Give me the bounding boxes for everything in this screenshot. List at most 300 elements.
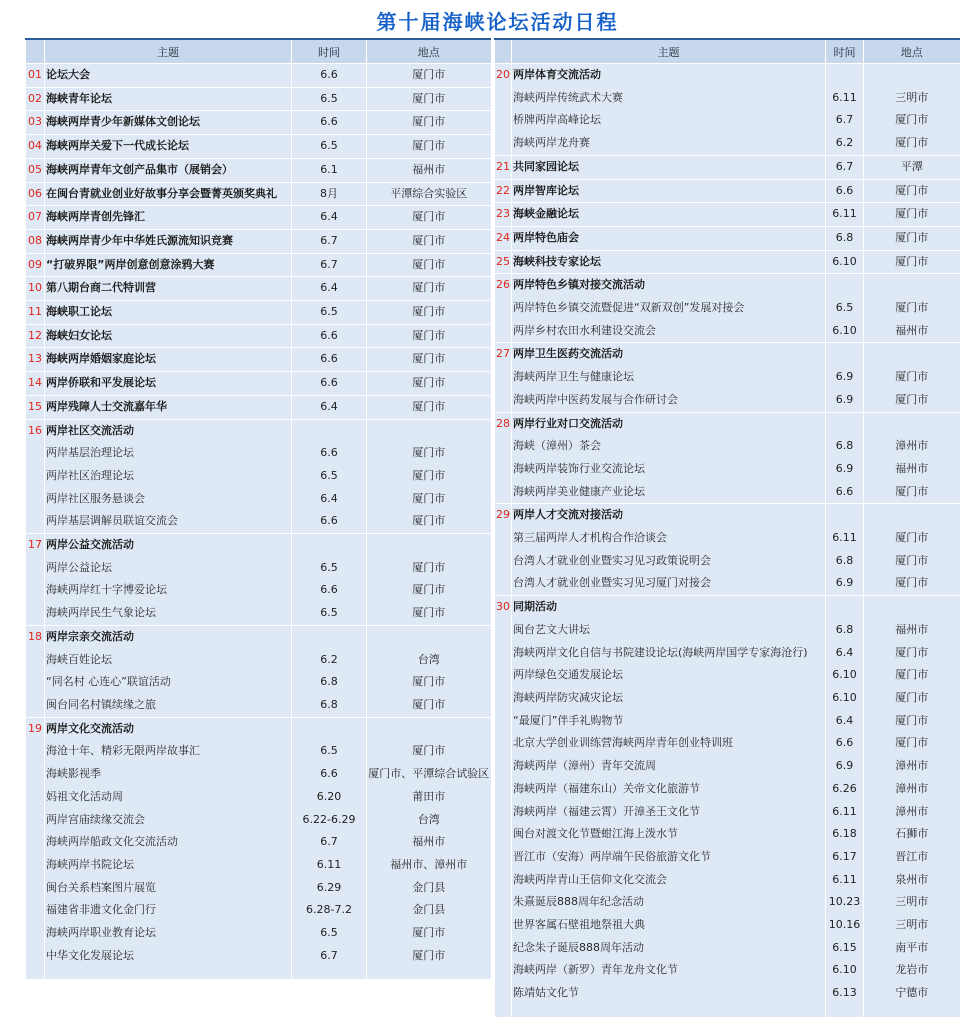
table-row-sub [495,389,960,412]
row-place: 平潭 [864,155,960,179]
row-topic [512,823,826,846]
table-row-sub [495,572,960,595]
table-row-sub [26,442,491,465]
row-topic [45,557,292,580]
row-time: 6.11 [826,869,864,892]
row-time: 6.10 [826,959,864,982]
row-topic [45,111,292,135]
table-row-sub [495,732,960,755]
row-topic [512,982,826,1005]
row-place: 台湾 [367,649,491,672]
row-time: 6.11 [292,854,367,877]
row-number [26,694,45,717]
row-time: 6.5 [826,297,864,320]
table-row-sub [26,899,491,922]
row-number [495,572,512,595]
table-row-sub [495,823,960,846]
row-topic [512,596,826,619]
table-header-row [26,39,491,64]
table-row-sub [495,982,960,1005]
table-row-sub [495,755,960,778]
row-place: 厦门市 [864,250,960,274]
row-time: 6.5 [292,557,367,580]
row-topic [45,158,292,182]
row-topic [45,649,292,672]
row-number: 16 [26,419,45,442]
page-title: 第十届海峡论坛活动日程 [376,10,619,34]
filler-cell [26,967,45,979]
header-cell-blank [26,39,45,64]
row-place: 厦门市 [367,488,491,511]
table-row-sub [495,664,960,687]
row-time: 6.7 [292,945,367,968]
topic-text: “最厦门”伴手礼购物节 [513,713,624,727]
row-place: 福州市 [367,831,491,854]
row-number [495,914,512,937]
topic-text: 台湾人才就业创业暨实习见习厦门对接会 [513,576,711,590]
row-number [26,786,45,809]
topic-text: 海峡（漳州）茶会 [513,439,601,453]
topic-text: 闽台同名村镇续缘之旅 [46,697,156,711]
topic-text: 第三届两岸人才机构合作洽谈会 [513,531,667,545]
row-number [495,710,512,733]
row-topic [45,135,292,159]
row-number [495,527,512,550]
row-topic [45,534,292,557]
table-body-right [495,64,960,1017]
row-place [864,504,960,527]
row-topic [45,395,292,419]
row-time: 6.5 [292,740,367,763]
table-row-sub [26,763,491,786]
row-number [495,109,512,132]
row-topic [45,87,292,111]
row-time: 6.9 [826,458,864,481]
header-topic: 主题 [512,39,826,64]
table-row-sub [26,809,491,832]
row-topic [512,891,826,914]
table-row-sub [26,786,491,809]
row-place: 三明市 [864,914,960,937]
row-number [495,664,512,687]
row-number: 27 [495,343,512,366]
row-topic [45,206,292,230]
row-place: 漳州市 [864,755,960,778]
topic-text: 两岸社区治理论坛 [46,468,134,482]
topic-text: 闽台艺文大讲坛 [513,622,590,636]
row-number [495,755,512,778]
row-time: 6.17 [826,846,864,869]
table-row-sub [26,557,491,580]
row-number: 18 [26,625,45,648]
row-time: 6.13 [826,982,864,1005]
table-row-main [26,229,491,253]
row-number [495,937,512,960]
table-row-sub [26,649,491,672]
row-number [495,687,512,710]
row-number [495,846,512,869]
row-topic [512,274,826,297]
row-topic [45,831,292,854]
row-number [26,809,45,832]
row-place: 晋江市 [864,846,960,869]
row-topic [45,786,292,809]
row-topic [45,510,292,533]
topic-text: 朱熹诞辰888周年纪念活动 [513,895,644,909]
table-row-sub [495,778,960,801]
topic-text: 海峡妇女论坛 [46,328,112,342]
row-place: 漳州市 [864,801,960,824]
table-row-main [26,301,491,325]
topic-text: 海峡两岸传统武术大赛 [513,90,623,104]
row-place: 厦门市 [864,297,960,320]
topic-text: 两岸人才交流对接活动 [513,508,623,522]
row-time: 6.11 [826,87,864,110]
row-topic [512,755,826,778]
row-time: 6.4 [292,277,367,301]
row-time: 6.8 [826,226,864,250]
topic-text: 两岸残障人士交流嘉年华 [46,399,167,413]
table-row-sub [495,846,960,869]
row-topic [512,458,826,481]
table-row-sub [495,710,960,733]
row-place: 福州市 [367,158,491,182]
row-topic [45,229,292,253]
row-time: 6.4 [292,395,367,419]
table-row-main [26,277,491,301]
table-row-sub [495,642,960,665]
topic-text: 纪念朱子诞辰888周年活动 [513,940,644,954]
row-number [495,458,512,481]
topic-text: 海峡科技专家论坛 [513,254,601,268]
topic-text: 共同家园论坛 [513,159,579,173]
row-time: 6.8 [292,671,367,694]
row-place: 厦门市 [367,135,491,159]
table-row-sub [495,132,960,155]
row-time: 6.6 [292,324,367,348]
row-place [864,596,960,619]
row-time: 6.4 [292,488,367,511]
row-place: 金门县 [367,877,491,900]
row-place: 福州市、漳州市 [367,854,491,877]
topic-text: 海峡百姓论坛 [46,652,112,666]
table-row-sub [495,87,960,110]
topic-text: 福建省非遗文化金门行 [46,903,156,917]
table-row-main [26,372,491,396]
row-place: 福州市 [864,458,960,481]
row-place: 厦门市 [367,465,491,488]
row-place: 厦门市 [367,945,491,968]
topic-text: 世界客属石壁祖地祭祖大典 [513,918,645,932]
table-filler-row [26,967,491,979]
row-time: 6.4 [292,206,367,230]
topic-text: 海峡两岸文化自信与书院建设论坛(海峡两岸国学专家海沧行) [513,645,808,659]
table-row-sub [26,510,491,533]
row-place: 厦门市 [367,922,491,945]
row-time: 6.10 [826,320,864,343]
topic-text: 海峡两岸婚姻家庭论坛 [46,352,156,366]
row-topic [512,412,826,435]
schedule-container [25,38,959,1000]
topic-text: 桥牌两岸高峰论坛 [513,113,601,127]
row-number [26,557,45,580]
row-topic [512,132,826,155]
row-place: 厦门市 [367,694,491,717]
row-place: 龙岩市 [864,959,960,982]
topic-text: 两岸特色乡镇对接交流活动 [513,278,645,292]
row-time [292,419,367,442]
row-topic [45,854,292,877]
row-time [826,412,864,435]
row-topic [512,642,826,665]
row-time: 6.11 [826,527,864,550]
topic-text: 两岸智库论坛 [513,183,579,197]
table-row-sub [495,550,960,573]
row-time: 6.15 [826,937,864,960]
row-place: 厦门市 [864,527,960,550]
row-number: 13 [26,348,45,372]
table-row-main [26,182,491,206]
row-place: 厦门市 [367,372,491,396]
row-number: 29 [495,504,512,527]
row-place: 厦门市 [367,111,491,135]
row-number: 14 [26,372,45,396]
row-place: 莆田市 [367,786,491,809]
row-number: 05 [26,158,45,182]
row-place: 厦门市 [864,389,960,412]
topic-text: 海峡两岸书院论坛 [46,857,134,871]
row-number [26,510,45,533]
row-number [495,481,512,504]
row-place: 厦门市 [864,366,960,389]
table-body-left [26,64,491,980]
row-place: 厦门市 [864,203,960,227]
table-row-sub [26,877,491,900]
row-time: 6.11 [826,801,864,824]
topic-text: 海峡两岸关爱下一代成长论坛 [46,139,189,153]
topic-text: 两岸特色乡镇交流暨促进“双新双创”发展对接会 [513,301,745,315]
table-row-sub [495,914,960,937]
header-place: 地点 [367,39,491,64]
topic-text: “打破界限”两岸创意创意涂鸦大赛 [46,257,215,271]
topic-text: 两岸卫生医药交流活动 [513,347,623,361]
topic-text: 海峡两岸青山王信仰文化交流会 [513,872,667,886]
table-row-main [495,155,960,179]
row-place: 厦门市 [367,740,491,763]
table-header-row [495,39,960,64]
topic-text: 海峡两岸中医药发展与合作研讨会 [513,392,678,406]
table-row-main [26,348,491,372]
topic-text: 海峡两岸红十字博爱论坛 [46,583,167,597]
topic-text: 海峡青年论坛 [46,91,112,105]
row-time [826,343,864,366]
row-number [495,732,512,755]
table-row-sub [26,488,491,511]
row-place [367,625,491,648]
table-row-main [26,158,491,182]
row-place: 厦门市 [864,664,960,687]
topic-text: 海峡影视季 [46,767,101,781]
topic-text: 海峡两岸装饰行业交流论坛 [513,461,645,475]
row-topic [45,64,292,88]
row-topic [45,922,292,945]
row-place: 厦门市 [864,109,960,132]
table-row-main [26,111,491,135]
row-number [495,435,512,458]
row-topic [512,846,826,869]
row-number [495,891,512,914]
row-place: 厦门市 [367,206,491,230]
row-topic [45,877,292,900]
row-number [26,671,45,694]
table-row-sub [495,937,960,960]
row-topic [512,320,826,343]
row-topic [512,64,826,87]
row-time: 6.29 [292,877,367,900]
row-topic [512,343,826,366]
row-place: 厦门市 [367,579,491,602]
row-time: 6.6 [292,442,367,465]
row-number [495,801,512,824]
table-row-sub [495,109,960,132]
row-time: 6.6 [292,348,367,372]
row-time: 6.11 [826,203,864,227]
row-number [495,642,512,665]
row-place: 厦门市 [864,572,960,595]
row-topic [512,778,826,801]
table-row-sub [26,945,491,968]
row-time [292,717,367,740]
row-number [495,87,512,110]
row-time: 6.5 [292,135,367,159]
filler-cell [45,967,292,979]
table-row-main [26,419,491,442]
row-place: 三明市 [864,891,960,914]
row-topic [512,664,826,687]
table-row-sub [26,740,491,763]
row-place [367,419,491,442]
row-time: 6.7 [826,155,864,179]
row-topic [512,203,826,227]
filler-cell [367,967,491,979]
table-row-sub [26,694,491,717]
row-time: 6.8 [292,694,367,717]
table-row-sub [26,831,491,854]
row-topic [45,625,292,648]
table-row-main [495,274,960,297]
row-number [26,740,45,763]
row-time: 6.2 [826,132,864,155]
topic-text: 两岸行业对口交流活动 [513,416,623,430]
topic-text: 第八期台商二代特训营 [46,281,156,295]
row-place: 厦门市 [367,277,491,301]
row-time: 8月 [292,182,367,206]
topic-text: 海峡两岸防灾减灾论坛 [513,690,623,704]
row-topic [512,801,826,824]
table-row-sub [495,481,960,504]
row-number: 02 [26,87,45,111]
row-time: 6.4 [826,710,864,733]
topic-text: 海峡两岸卫生与健康论坛 [513,370,634,384]
row-time: 6.8 [826,619,864,642]
row-number: 30 [495,596,512,619]
row-number: 06 [26,182,45,206]
row-topic [45,253,292,277]
row-time [826,274,864,297]
row-time [826,596,864,619]
topic-text: 海峡两岸职业教育论坛 [46,926,156,940]
row-topic [512,87,826,110]
table-row-sub [495,891,960,914]
row-topic [512,179,826,203]
table-row-main [495,226,960,250]
row-topic [45,442,292,465]
topic-text: 北京大学创业训练营海峡两岸青年创业特训班 [513,736,733,750]
table-row-sub [26,579,491,602]
row-place: 厦门市 [367,602,491,625]
row-time: 10.23 [826,891,864,914]
table-row-sub [495,687,960,710]
row-number: 24 [495,226,512,250]
row-number: 19 [26,717,45,740]
row-topic [45,419,292,442]
row-time: 6.6 [292,111,367,135]
row-place: 厦门市 [864,687,960,710]
row-time: 6.20 [292,786,367,809]
table-row-sub [495,801,960,824]
row-time: 6.10 [826,687,864,710]
topic-text: 在闽台青就业创业好故事分享会暨菁英颁奖典礼 [46,186,277,200]
table-row-sub [495,435,960,458]
row-place [367,717,491,740]
row-time: 6.18 [826,823,864,846]
row-place [864,412,960,435]
row-topic [512,914,826,937]
row-number [26,649,45,672]
filler-cell [826,1005,864,1017]
row-number [26,922,45,945]
row-number [495,320,512,343]
topic-text: 海沧十年、精彩无限两岸故事汇 [46,744,200,758]
row-place: 泉州市 [864,869,960,892]
table-row-main [495,250,960,274]
row-time: 6.7 [292,229,367,253]
row-place: 厦门市 [367,324,491,348]
row-time: 6.5 [292,465,367,488]
topic-text: 海峡两岸（新罗）青年龙舟文化节 [513,963,678,977]
table-row-sub [495,320,960,343]
row-number: 21 [495,155,512,179]
topic-text: 论坛大会 [46,68,90,81]
row-number [495,550,512,573]
topic-text: 海峡两岸（漳州）青年交流周 [513,759,656,773]
topic-text: 海峡两岸美业健康产业论坛 [513,484,645,498]
row-topic [45,717,292,740]
row-number [26,763,45,786]
row-time: 6.7 [292,253,367,277]
topic-text: 闽台对渡文化节暨蚶江海上泼水节 [513,827,678,841]
row-topic [512,869,826,892]
topic-text: 两岸公益论坛 [46,560,112,574]
row-time: 6.6 [292,510,367,533]
row-number [495,869,512,892]
row-time: 6.10 [826,250,864,274]
row-time: 6.5 [292,301,367,325]
topic-text: 海峡两岸青少年中华姓氏源流知识竞赛 [46,233,233,247]
row-topic [512,366,826,389]
row-time: 6.6 [292,579,367,602]
row-number [26,602,45,625]
